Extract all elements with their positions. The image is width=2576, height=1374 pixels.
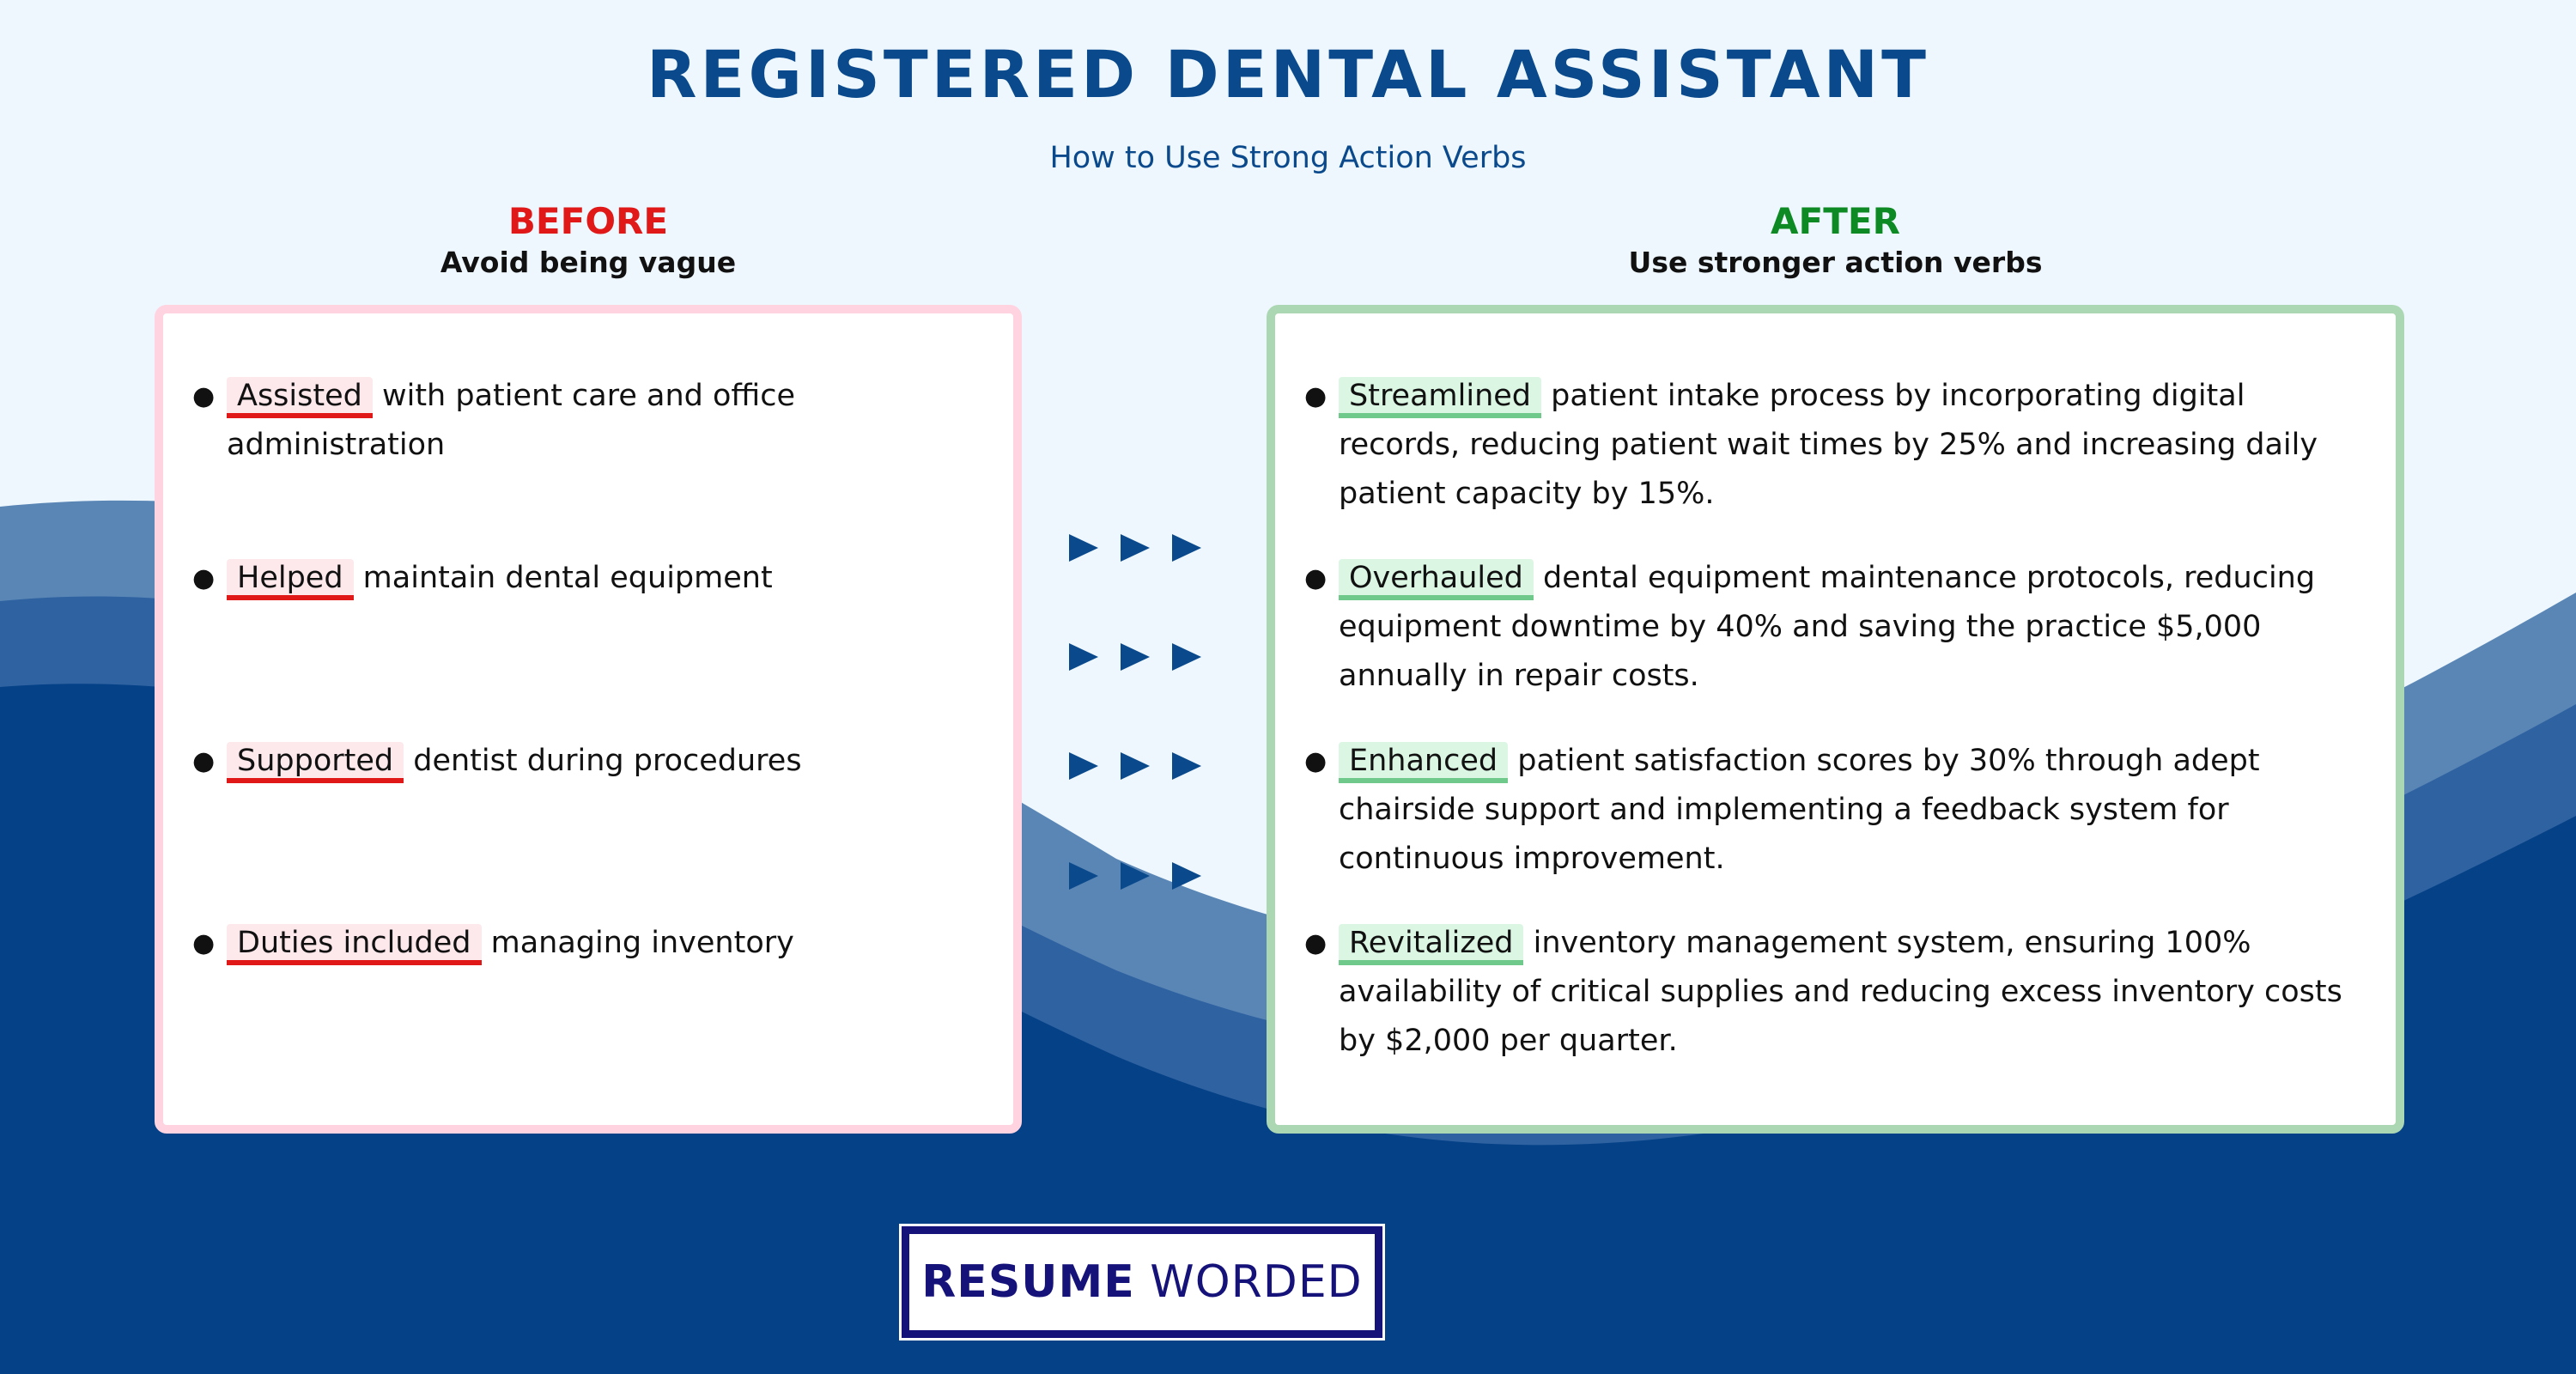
bullet-icon: ● bbox=[1304, 381, 1327, 411]
after-item bbox=[1304, 372, 2370, 519]
strong-verb: Enhanced bbox=[1339, 742, 1508, 783]
before-panel bbox=[155, 305, 1022, 1134]
bullet-icon: ● bbox=[192, 563, 216, 593]
before-column-header bbox=[155, 199, 1022, 282]
after-item-rest: dental equipment maintenance protocols, reducing equipment downtime by 40% and saving the practice $5,000 annually in repair costs. bbox=[1339, 561, 2316, 693]
after-note: Use stronger action verbs bbox=[1628, 246, 2043, 279]
before-item-rest: with patient care and office administration bbox=[227, 379, 796, 462]
bullet-icon: ● bbox=[192, 928, 216, 958]
before-item bbox=[192, 919, 996, 968]
logo-light-text: WORDED bbox=[1134, 1256, 1363, 1308]
resume-worded-logo[interactable] bbox=[902, 1226, 1382, 1338]
after-label: AFTER bbox=[1771, 200, 1900, 242]
after-column-header bbox=[1267, 199, 2404, 282]
after-item bbox=[1304, 554, 2370, 701]
after-item bbox=[1304, 737, 2370, 884]
logo-bold-text: RESUME bbox=[921, 1256, 1135, 1308]
after-panel bbox=[1267, 305, 2404, 1134]
before-item-rest: maintain dental equipment bbox=[353, 561, 773, 595]
triple-play-arrows-icon bbox=[1060, 631, 1215, 683]
after-item-rest: patient satisfaction scores by 30% through adept chairside support and implementing a feedback system for continuous improvement. bbox=[1339, 744, 2260, 876]
before-note: Avoid being vague bbox=[440, 246, 737, 279]
weak-verb: Duties included bbox=[227, 924, 482, 965]
after-item-text bbox=[1339, 372, 2370, 519]
after-item-text bbox=[1339, 737, 2370, 884]
before-item-text bbox=[227, 554, 996, 603]
page-title: REGISTERED DENTAL ASSISTANT bbox=[647, 36, 1929, 112]
after-item-text bbox=[1339, 919, 2370, 1066]
bullet-icon: ● bbox=[1304, 928, 1327, 958]
triple-play-arrows-icon bbox=[1060, 850, 1215, 902]
after-item bbox=[1304, 919, 2370, 1066]
weak-verb: Supported bbox=[227, 742, 404, 783]
before-item bbox=[192, 554, 996, 603]
strong-verb: Overhauled bbox=[1339, 559, 1534, 600]
after-item-text bbox=[1339, 554, 2370, 701]
before-item-rest: managing inventory bbox=[481, 926, 794, 960]
bullet-icon: ● bbox=[192, 746, 216, 776]
before-label: BEFORE bbox=[507, 200, 669, 242]
before-item bbox=[192, 372, 996, 470]
before-item-text bbox=[227, 919, 996, 968]
triple-play-arrows-icon bbox=[1060, 740, 1215, 792]
before-item-rest: dentist during procedures bbox=[404, 744, 802, 778]
weak-verb: Assisted bbox=[227, 377, 373, 418]
weak-verb: Helped bbox=[227, 559, 354, 600]
before-item-text bbox=[227, 372, 996, 470]
strong-verb: Streamlined bbox=[1339, 377, 1541, 418]
triple-play-arrows-icon bbox=[1060, 522, 1215, 574]
bullet-icon: ● bbox=[1304, 563, 1327, 593]
bullet-icon: ● bbox=[1304, 746, 1327, 776]
after-item-rest: patient intake process by incorporating digital records, reducing patient wait times by 25% and increasing daily patient capacity by 15%. bbox=[1339, 379, 2318, 511]
bullet-icon: ● bbox=[192, 381, 216, 411]
before-item bbox=[192, 737, 996, 786]
after-item-rest: inventory management system, ensuring 100% availability of critical supplies and reducing excess inventory costs by $2,000 per quarter. bbox=[1339, 926, 2342, 1058]
page-subtitle: How to Use Strong Action Verbs bbox=[1049, 141, 1527, 175]
before-item-text bbox=[227, 737, 996, 786]
strong-verb: Revitalized bbox=[1339, 924, 1523, 965]
